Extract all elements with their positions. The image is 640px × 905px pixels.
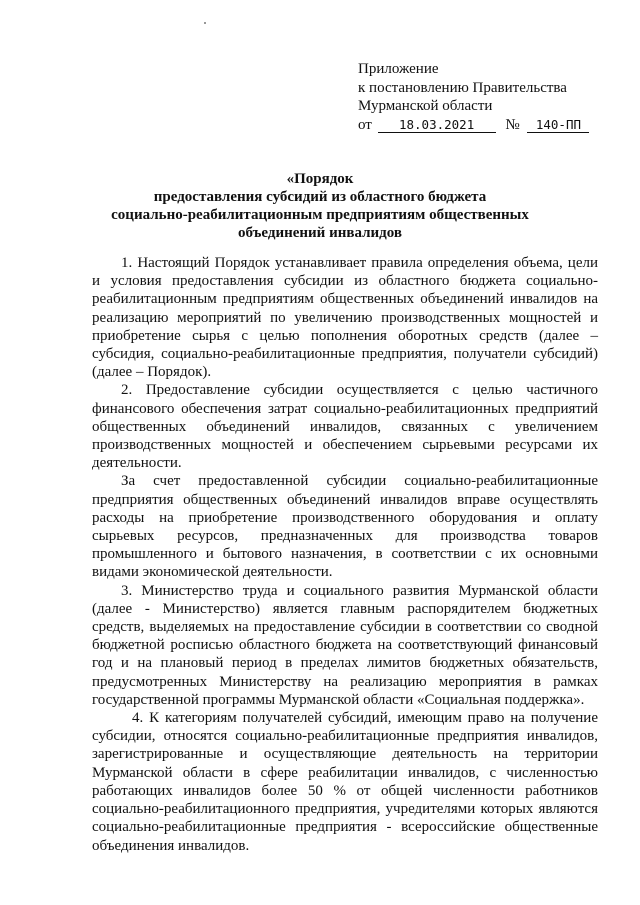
appendix-line-resolution: к постановлению Правительства — [358, 79, 567, 96]
paragraph-3: 3. Министерство труда и социального развития Мурманской области (далее - Министерство) является главным распорядителем бюджетных средств, выделяемых на предоставление субсидии в соответствии со сводной бюджетной росписью областного бюджета на соответствующий финансовый год и на плановый период в пределах лимитов бюджетных обязательств, предусмотренных Министерству на реализацию мероприятия в рамках государственной программы Мурманской области «Социальная поддержка». — [92, 582, 598, 708]
date-value: 18.03.2021 — [378, 117, 496, 133]
appendix-line-region: Мурманской области — [358, 98, 493, 114]
paragraph-2-continuation: За счет предоставленной субсидии социально-реабилитационные предприятия общественных объединений инвалидов вправе осуществлять расходы на приобретение производственного оборудования и оплату сырьевых ресурсов, предназначенных для производства товаров промышленного и бытового назначения, в соответствии с их основными видами экономической деятельности. — [92, 473, 598, 581]
appendix-header — [358, 60, 620, 134]
title-line-3: социально-реабилитационным предприятиям общественных — [111, 207, 529, 223]
title-line-4: объединений инвалидов — [238, 225, 402, 241]
document-body — [92, 254, 598, 855]
paragraph-4: 4. К категориям получателей субсидий, имеющим право на получение субсидии, относятся социально-реабилитационные предприятия инвалидов, зарегистрированные и осуществляющие деятельность на территории Мурманской области в сфере реабилитации инвалидов, с численностью работающих инвалидов более 50 % от общей численности работников социально-реабилитационного предприятия, учредителями которых являются социально-реабилитационные предприятия - всероссийские общественные объединения инвалидов. — [92, 710, 598, 854]
number-value: 140-ПП — [527, 117, 589, 133]
appendix-title: Приложение — [358, 61, 439, 77]
paragraph-2: 2. Предоставление субсидии осуществляется с целью частичного финансового обеспечения затрат социально-реабилитационных предприятий общественных объединений инвалидов, связанных с увеличением производственных мощностей и обеспечением сырьевыми ресурсами их деятельности. — [92, 382, 598, 472]
paragraph-1: 1. Настоящий Порядок устанавливает правила определения объема, цели и условия предоставления субсидии из областного бюджета социально-реабилитационным предприятиям общественных объединений инвалидов на реализацию мероприятий по увеличению производственных мощностей и приобретение сырья с целью пополнения оборотных средств (далее – субсидия, социально-реабилитационные предприятия, получатели субсидий) (далее – Порядок). — [92, 255, 598, 381]
title-line-2: предоставления субсидий из областного бюджета — [153, 189, 487, 205]
date-prefix: от — [358, 116, 372, 133]
appendix-date-line — [358, 116, 620, 135]
number-prefix: № — [505, 116, 520, 133]
document-title — [92, 170, 548, 242]
scan-speck — [204, 22, 206, 24]
title-line-1: «Порядок — [286, 171, 354, 187]
